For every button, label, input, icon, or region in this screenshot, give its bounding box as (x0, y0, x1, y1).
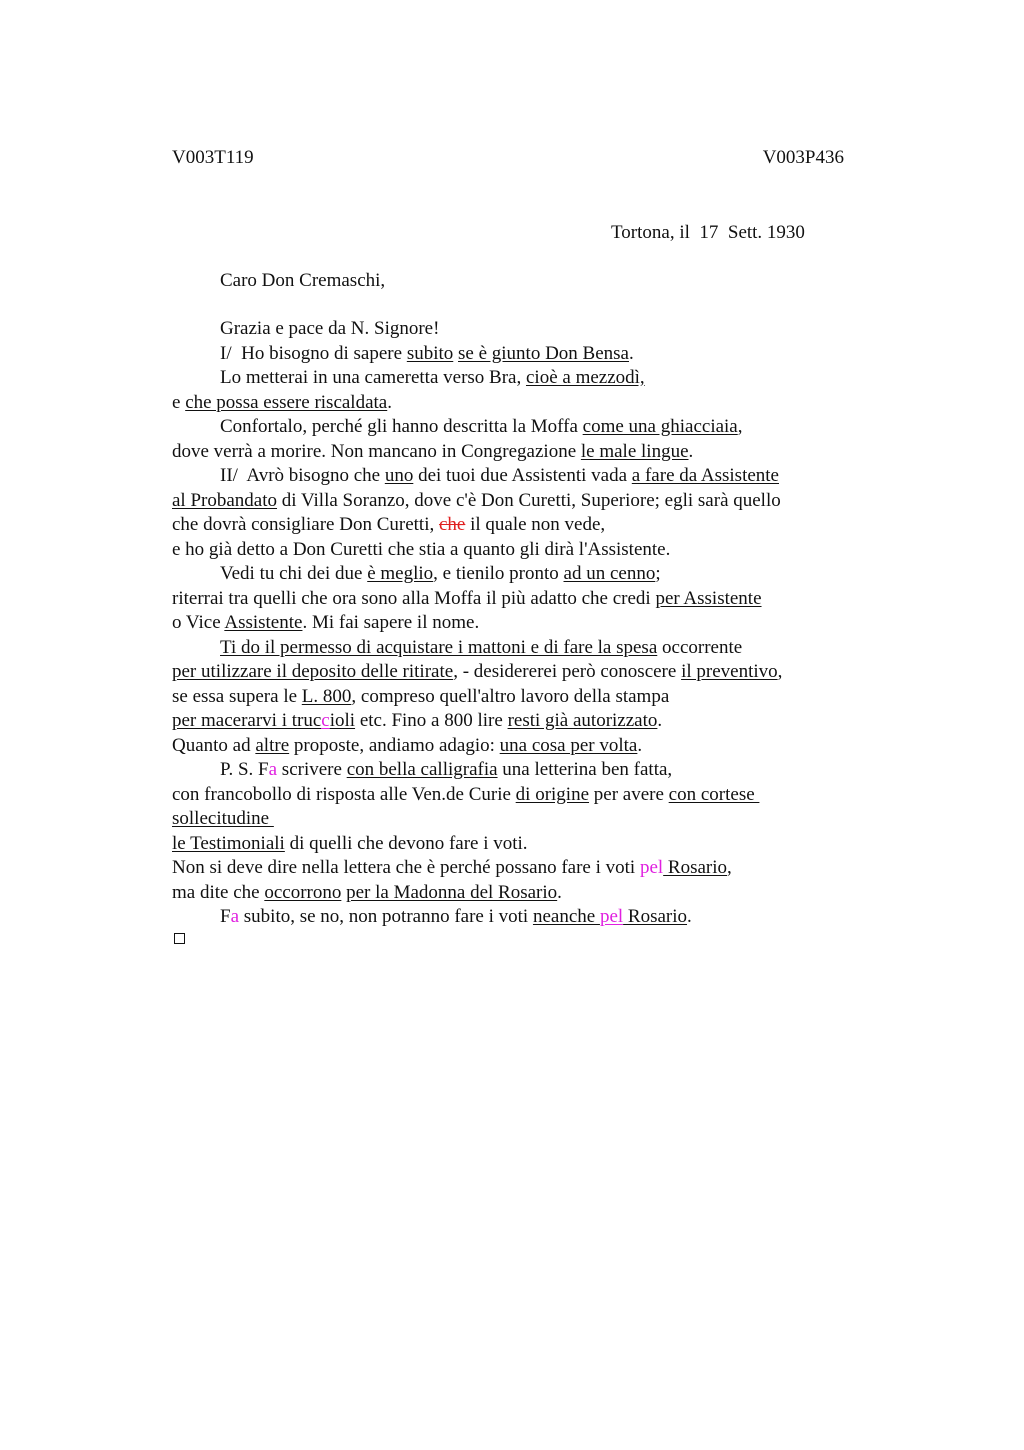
letter-line (172, 833, 528, 855)
underlined-text: per Assistente (655, 587, 762, 609)
letter-line (220, 343, 634, 365)
text-run: . (687, 906, 692, 927)
underlined-text: al Probandato (172, 489, 278, 511)
text-run: , (737, 416, 743, 437)
underlined-text: per macerarvi i truc (172, 710, 322, 731)
text-run: , (777, 661, 783, 682)
text-run: ; (655, 563, 661, 584)
underlined-text: neanche (532, 906, 600, 927)
letter-line (172, 661, 782, 683)
text-run: che dovrà consigliare Don Curetti, (172, 514, 439, 535)
underlined-text: uno (384, 465, 414, 486)
text-run: o Vice (172, 612, 225, 633)
underlined-text: pel (599, 906, 624, 927)
text-run: etc. Fino a 800 lire (355, 710, 508, 731)
text-run: e (172, 391, 186, 413)
letter-line (172, 612, 479, 634)
text-run: . (657, 710, 663, 731)
text-run: , compreso quell'altro lavoro della stampa (351, 685, 670, 707)
end-of-text-box-icon (174, 933, 185, 944)
inserted-text: pel (639, 857, 664, 878)
text-run: il quale non vede, (465, 514, 606, 535)
underlined-text: una cosa per volta (499, 734, 638, 756)
letter-line (220, 367, 645, 389)
letter-line (220, 906, 692, 928)
text-run: e ho già detto a Don Curetti che stia a quanto gli dirà l'Assistente. (172, 538, 671, 560)
text-run: con francobollo di risposta alle Ven.de Curie (172, 783, 516, 805)
underlined-text: altre (255, 734, 290, 756)
letter-line (220, 637, 742, 659)
letter-line (172, 490, 781, 512)
text-run: subito, se no, non potranno fare i voti (239, 906, 533, 927)
letter-line (172, 392, 392, 414)
text-run: II/ Avrò bisogno che (220, 465, 385, 486)
underlined-text: occorrono (264, 881, 342, 903)
text-run: scrivere (277, 759, 347, 780)
text-run: , (727, 857, 732, 878)
text-run: . (688, 440, 694, 462)
underlined-text: per la Madonna del Rosario (346, 881, 558, 903)
text-run: Confortalo, perché gli hanno descritta la Moffa (220, 416, 583, 437)
letter-line (172, 857, 732, 879)
text-run: ma dite che (172, 881, 265, 903)
letter-line (172, 686, 669, 708)
letter-line (220, 465, 779, 487)
text-run: di quelli che devono fare i voti. (284, 832, 528, 854)
text-run: Vedi tu chi dei due (220, 563, 368, 584)
underlined-text: resti già autorizzato (507, 710, 658, 731)
underlined-text: subito (406, 342, 454, 364)
underlined-text: con bella calligrafia (346, 759, 498, 780)
text-run: , - desidererei però conoscere (453, 661, 682, 682)
text-run: . (387, 391, 392, 413)
underlined-text: ioli (329, 710, 356, 731)
letter-line (220, 563, 661, 585)
underlined-text: è meglio (367, 563, 434, 584)
underlined-text: cioè a mezzodì, (525, 367, 645, 388)
letter-line (172, 808, 274, 830)
underlined-text: il preventivo (681, 661, 778, 682)
text-run: . (637, 734, 643, 756)
text-run: per avere (589, 783, 669, 805)
letter-line (172, 441, 693, 463)
text-run: dei tuoi due Assistenti vada (413, 465, 632, 486)
letter-line (172, 588, 762, 610)
doc-id-left: V003T119 (172, 147, 254, 168)
doc-id-right: V003P436 (762, 147, 844, 168)
underlined-text: a fare da Assistente (631, 465, 779, 486)
inserted-text: a (230, 906, 240, 927)
text-run: proposte, andiamo adagio: (289, 734, 500, 756)
underlined-text: che possa essere riscaldata (185, 391, 388, 413)
underlined-text: Assistente (224, 612, 303, 633)
text-run: dove verrà a morire. Non mancano in Congregazione (172, 440, 581, 462)
text-run: . Mi fai sapere il nome. (302, 612, 480, 633)
letter-line (220, 318, 439, 340)
underlined-text: le Testimoniali (172, 832, 285, 854)
underlined-text: Rosario (623, 906, 688, 927)
underlined-text: le male lingue (580, 440, 689, 462)
text-run: occorrente (657, 636, 743, 658)
underlined-text: Ti do il permesso di acquistare i mattoni e di fare la spesa (220, 636, 658, 658)
text-run: . (629, 342, 634, 364)
text-run: P. S. F (220, 759, 269, 780)
text-run: di Villa Soranzo, dove c'è Don Curetti, Superiore; egli sarà quello (277, 489, 781, 511)
text-run: , e tienilo pronto (433, 563, 564, 584)
salutation: Caro Don Cremaschi, (220, 270, 386, 291)
underlined-text: se è giunto Don Bensa (458, 342, 629, 364)
letter-line (172, 882, 562, 904)
underlined-text: c (321, 710, 330, 731)
text-run: Quanto ad (172, 734, 256, 756)
date-line: Tortona, il 17 Sett. 1930 (611, 222, 805, 243)
underlined-text: ad un cenno (563, 563, 656, 584)
text-run: F (220, 906, 231, 927)
inserted-text: a (268, 759, 278, 780)
underlined-text: di origine (515, 783, 590, 805)
text-run: Lo metterai in una cameretta verso Bra, (220, 367, 526, 388)
underlined-text: L. 800 (301, 685, 352, 707)
text-run: Non si deve dire nella lettera che è perché possano fare i voti (172, 857, 640, 878)
letter-line (172, 710, 662, 732)
underlined-text: per utilizzare il deposito delle ritirate (172, 661, 454, 682)
text-run: riterrai tra quelli che ora sono alla Moffa il più adatto che credi (172, 587, 656, 609)
letter-line (220, 416, 743, 438)
text-run: I/ Ho bisogno di sapere (220, 342, 407, 364)
letter-line (220, 759, 672, 781)
letter-line (172, 514, 605, 536)
letter-line (172, 735, 642, 757)
text-run: una letterina ben fatta, (497, 759, 673, 780)
text-run: . (557, 881, 562, 903)
deleted-text: che (438, 514, 466, 535)
underlined-text: Rosario (663, 857, 728, 878)
underlined-text: sollecitudine (172, 808, 274, 829)
underlined-text: con cortese (668, 783, 760, 805)
letter-line (172, 784, 759, 806)
text-run: se essa supera le (172, 685, 302, 707)
text-run: Grazia e pace da N. Signore! (220, 318, 440, 339)
underlined-text: come una ghiacciaia (582, 416, 738, 437)
letter-line (172, 539, 670, 561)
